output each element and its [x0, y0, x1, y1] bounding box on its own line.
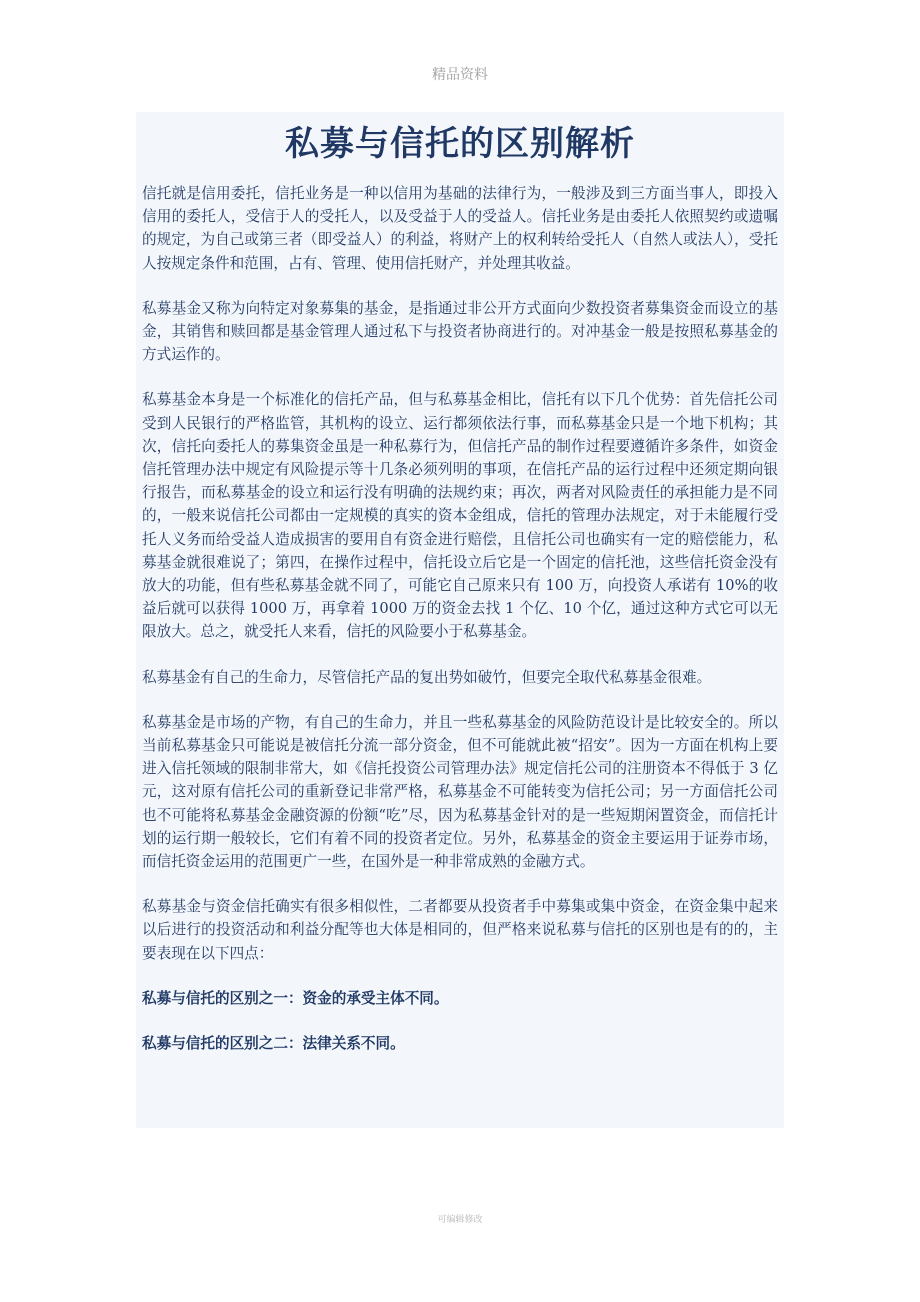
paragraph-trust-definition: 信托就是信用委托，信托业务是一种以信用为基础的法律行为，一般涉及到三方面当事人，即投入信用的委托人，受信于人的受托人，以及受益于人的受益人。信托业务是由委托人依照契约或遗嘱的规定，为自己或第三者（即受益人）的利益，将财产上的权利转给受托人（自然人或法人），受托人按规定条件和范围，占有、管理、使用信托财产，并处理其收益。 — [142, 185, 778, 272]
header-watermark: 精品资料 — [432, 67, 488, 83]
paragraph-similarities: 私募基金与资金信托确实有很多相似性，二者都要从投资者手中募集或集中资金，在资金集中起来以后进行的投资活动和利益分配等也大体是相同的，但严格来说私募与信托的区别也是有的的，主要表现在以下四点： — [142, 898, 778, 962]
heading-difference-2: 私募与信托的区别之二：法律关系不同。 — [142, 1035, 405, 1053]
paragraph-trust-advantages: 私募基金本身是一个标准化的信托产品，但与私募基金相比，信托有以下几个优势：首先信托公司受到人民银行的严格监管，其机构的设立、运行都须依法行事，而私募基金只是一个地下机构；其次，信托向委托人的募集资金虽是一种私募行为，但信托产品的制作过程要遵循许多条件，如资金信托管理办法中规定有风险提示等十几条必须列明的事项，在信托产品的运行过程中还须定期向银行报告，而私募基金的设立和运行没有明确的法规约束；再次，两者对风险责任的承担能力是不同的，一般来说信托公司都由一定规模的真实的资本金组成，信托的管理办法规定，对于未能履行受托人义务而给受益人造成损害的要用自有资金进行赔偿，且信托公司也确实有一定的赔偿能力，私募基金就很难说了；第四，在操作过程中，信托设立后它是一个固定的信托池，这些信托资金没有放大的功能，但有些私募基金就不同了，可能它自己原来只有 100 万，向投资人承诺有 10%的收益后就可以获得 1000 万，再拿着 1000 万的资金去找 1 个亿、10 个亿，通过这种方式它可以无限放大。总之，就受托人来看，信托的风险要小于私募基金。 — [142, 391, 778, 641]
paragraph-market-product: 私募基金是市场的产物，有自己的生命力，并且一些私募基金的风险防范设计是比较安全的。所以当前私募基金只可能说是被信托分流一部分资金，但不可能就此被“招安”。因为一方面在机构上要进入信托领域的限制非常大，如《信托投资公司管理办法》规定信托公司的注册资本不得低于 3 亿元，这对原有信托公司的重新登记非常严格，私募基金不可能转变为信托公司；另一方面信托公司也不可能将私募基金金融资源的份额“吃”尽，因为私募基金针对的是一些短期闲置资金，而信托计划的运行期一般较长，它们有着不同的投资者定位。另外，私募基金的资金主要运用于证券市场，而信托资金运用的范围更广一些，在国外是一种非常成熟的金融方式。 — [142, 713, 778, 871]
document-title: 私募与信托的区别解析 — [285, 124, 635, 164]
paragraph-private-fund-definition: 私募基金又称为向特定对象募集的基金，是指通过非公开方式面向少数投资者募集资金而设立的基金，其销售和赎回都是基金管理人通过私下与投资者协商进行的。对冲基金一般是按照私募基金的方式运作的。 — [142, 299, 778, 364]
paragraph-private-fund-vitality: 私募基金有自己的生命力，尽管信托产品的复出势如破竹，但要完全取代私募基金很难。 — [142, 668, 712, 686]
document-body — [136, 112, 784, 1128]
footer-watermark: 可编辑修改 — [437, 1215, 483, 1225]
heading-difference-1: 私募与信托的区别之一：资金的承受主体不同。 — [142, 989, 449, 1007]
